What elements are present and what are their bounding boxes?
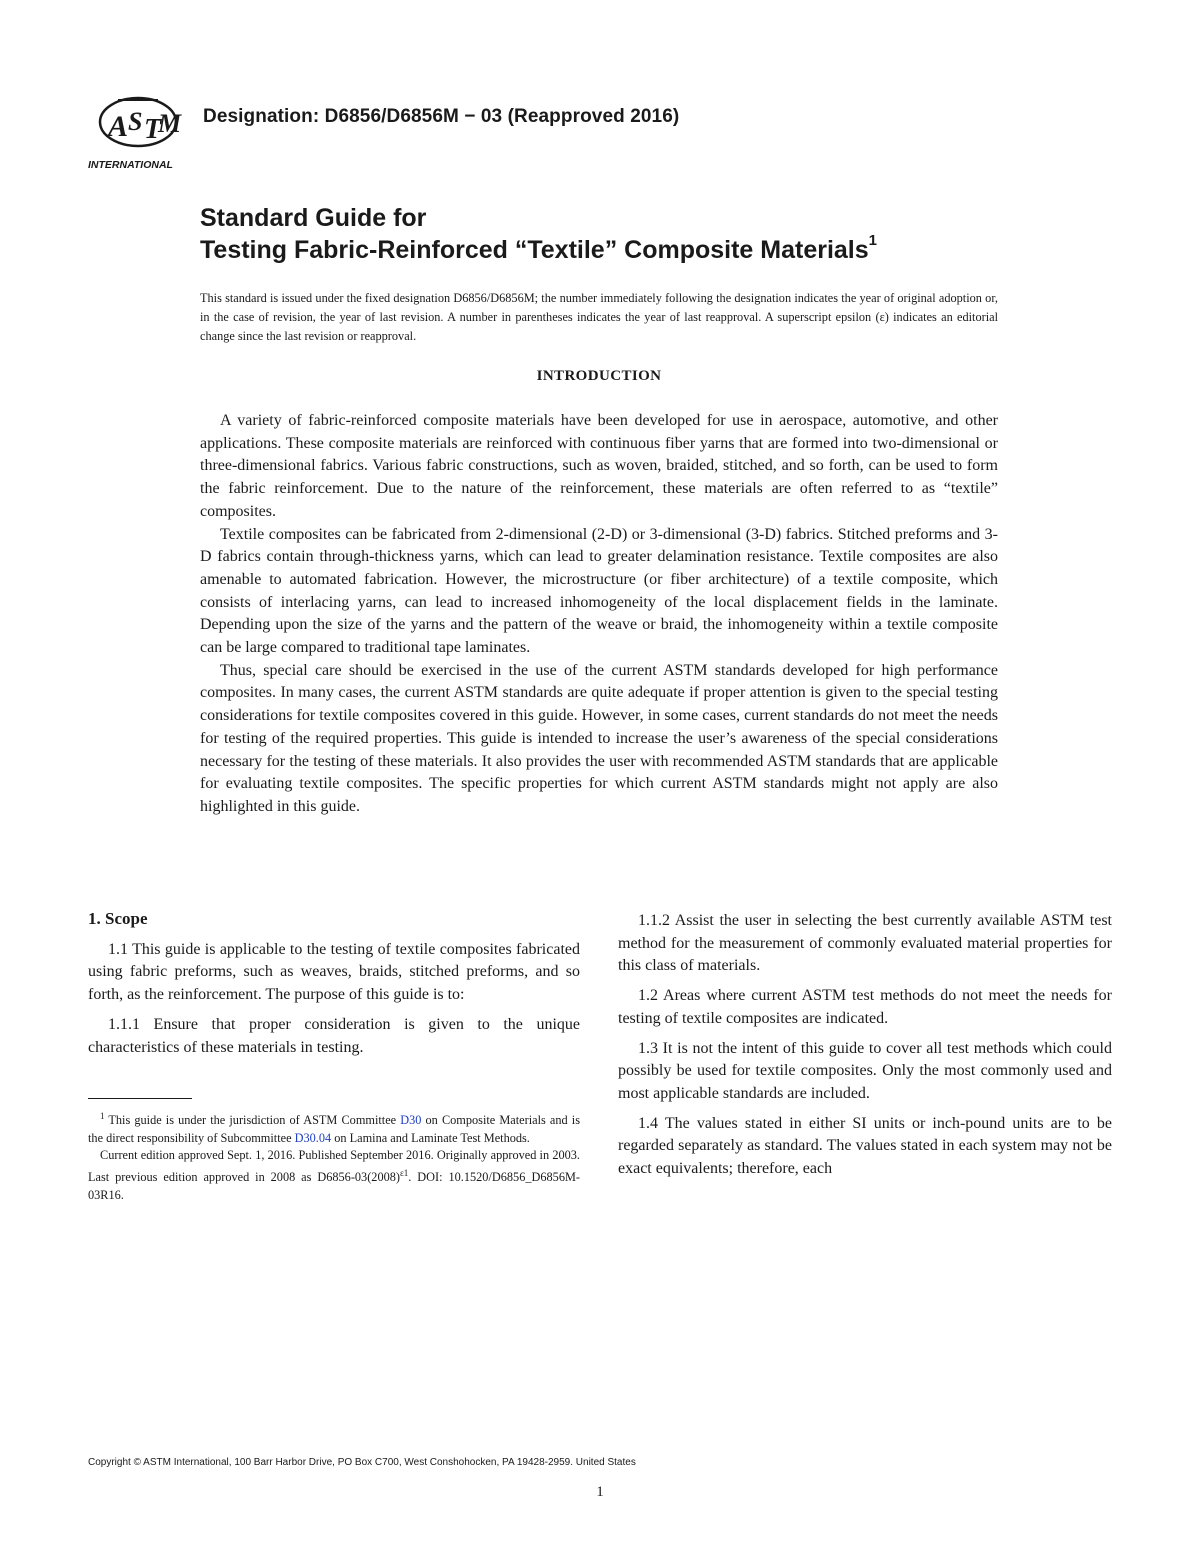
issue-note: This standard is issued under the fixed designation D6856/D6856M; the number immediately following the designation indicates the year of original adoption or, in the case of revision, the year of last revision. A number in parentheses indicates the year of last reapproval. A superscript epsilon (ε) indicates an editorial change since the last revision or reapproval.: [200, 291, 998, 343]
scope-paragraph: 1.1.1 Ensure that proper consideration is given to the unique characteristics of these materials in testing.: [88, 1015, 580, 1056]
introduction-heading: INTRODUCTION: [536, 368, 662, 384]
footnote-text: . DOI: 10.1520/D6856_D6856M-03R16.: [88, 1169, 580, 1202]
astm-logo: [88, 92, 192, 172]
svg-text:A: A: [108, 110, 129, 143]
designation: Designation: D6856/D6856M − 03 (Reapproved 2016): [203, 106, 680, 127]
svg-text:T: T: [144, 114, 162, 145]
scope-paragraph: 1.4 The values stated in either SI units or inch-pound units are to be regarded separately as standard. The values stated in each system may not be exact equivalents; therefore, each: [618, 1114, 1112, 1178]
scope-paragraph: 1.1.2 Assist the user in selecting the best currently available ASTM test method for the measurement of commonly evaluated material properties for this class of materials.: [618, 912, 1112, 975]
scope-paragraph: 1.2 Areas where current ASTM test methods do not meet the needs for testing of textile composites are indicated.: [618, 987, 1112, 1027]
title-line-1: Standard Guide for: [200, 204, 427, 232]
subcommittee-link[interactable]: D30.04: [294, 1130, 332, 1145]
svg-text:S: S: [128, 107, 143, 136]
intro-paragraph: Textile composites can be fabricated from 2-dimensional (2-D) or 3-dimensional (3-D) fabrics. Stitched preforms and 3-D fabrics contain through-thickness yarns, which can lead to greater delamination resistance. Textile composites are also amenable to automated fabrication. However, the microstructure (or fiber architecture) of a textile composite, which consists of interlacing yarns, can lead to increased inhomogeneity of the local displacement fields in the laminate. Depending upon the size of the yarns and the pattern of the weave or braid, the inhomogeneity within a textile composite can be large compared to traditional tape laminates.: [200, 525, 998, 657]
scope-paragraph: 1.3 It is not the intent of this guide to cover all test methods which could possibly be used for textile composites. Only the most commonly used and most applicable standards are included.: [618, 1039, 1112, 1102]
astm-seal-icon: [88, 92, 192, 172]
intro-paragraph: Thus, special care should be exercised in the use of the current ASTM standards developed for high performance composites. In many cases, the current ASTM standards are quite adequate if proper attention is given to the special testing considerations for textile composites covered in this guide. However, in some cases, current standards do not meet the needs for testing of the required properties. This guide is intended to increase the user’s awareness of the special considerations necessary for the testing of these materials. It also provides the user with recommended ASTM standards that are applicable for evaluating textile composites. The specific properties for which current ASTM standards might not apply are also highlighted in this guide.: [200, 661, 998, 815]
page-number: 1: [596, 1484, 604, 1500]
footnote-text: on Lamina and Laminate Test Methods.: [331, 1130, 530, 1145]
right-column: [618, 910, 1112, 1188]
footnote-divider: [88, 1098, 192, 1099]
scope-paragraph: 1.1 This guide is applicable to the testing of textile composites fabricated using fabric preforms, such as weaves, braids, stitched preforms, and so forth, as the reinforcement. The purpose of this guide is to:: [88, 940, 580, 1004]
footnote-paragraph-1: [88, 1108, 580, 1147]
scope-heading: 1. Scope: [88, 909, 148, 928]
footnote-text: Current edition approved Sept. 1, 2016. Published September 2016. Originally approved in 2003. Last previous edition approved in 2008 as D6856-03(2008): [88, 1148, 580, 1184]
committee-link[interactable]: D30: [400, 1113, 422, 1128]
epsilon-superscript: ε1: [400, 1167, 409, 1178]
left-column: [88, 908, 580, 1066]
title-line-2: [200, 232, 877, 265]
title-footnote-mark[interactable]: 1: [868, 232, 877, 249]
footnote-text: on Composite Materials and is the direct responsibility of Subcommittee: [88, 1113, 580, 1145]
svg-text:INTERNATIONAL: INTERNATIONAL: [88, 159, 173, 171]
footnote-text: This guide is under the jurisdiction of ASTM Committee: [104, 1113, 401, 1128]
footnote-mark: 1: [100, 1111, 105, 1121]
footnote: [88, 1108, 580, 1204]
title-text: Testing Fabric-Reinforced “Textile” Composite Materials: [200, 236, 869, 264]
intro-paragraph: A variety of fabric-reinforced composite materials have been developed for use in aerospace, automotive, and other applications. These composite materials are reinforced with continuous fiber yarns that are formed into two-dimensional or three-dimensional fabrics. Various fabric constructions, such as woven, braided, stitched, and so forth, can be used to form the fabric reinforcement. Due to the nature of the reinforcement, these materials are often referred to as “textile” composites.: [200, 412, 998, 520]
svg-text:M: M: [158, 109, 182, 138]
footnote-paragraph-2: [88, 1147, 580, 1204]
copyright-notice: Copyright © ASTM International, 100 Barr Harbor Drive, PO Box C700, West Conshohocken, PA 19428-2959. United States: [88, 1457, 636, 1468]
introduction-body: [200, 410, 998, 819]
